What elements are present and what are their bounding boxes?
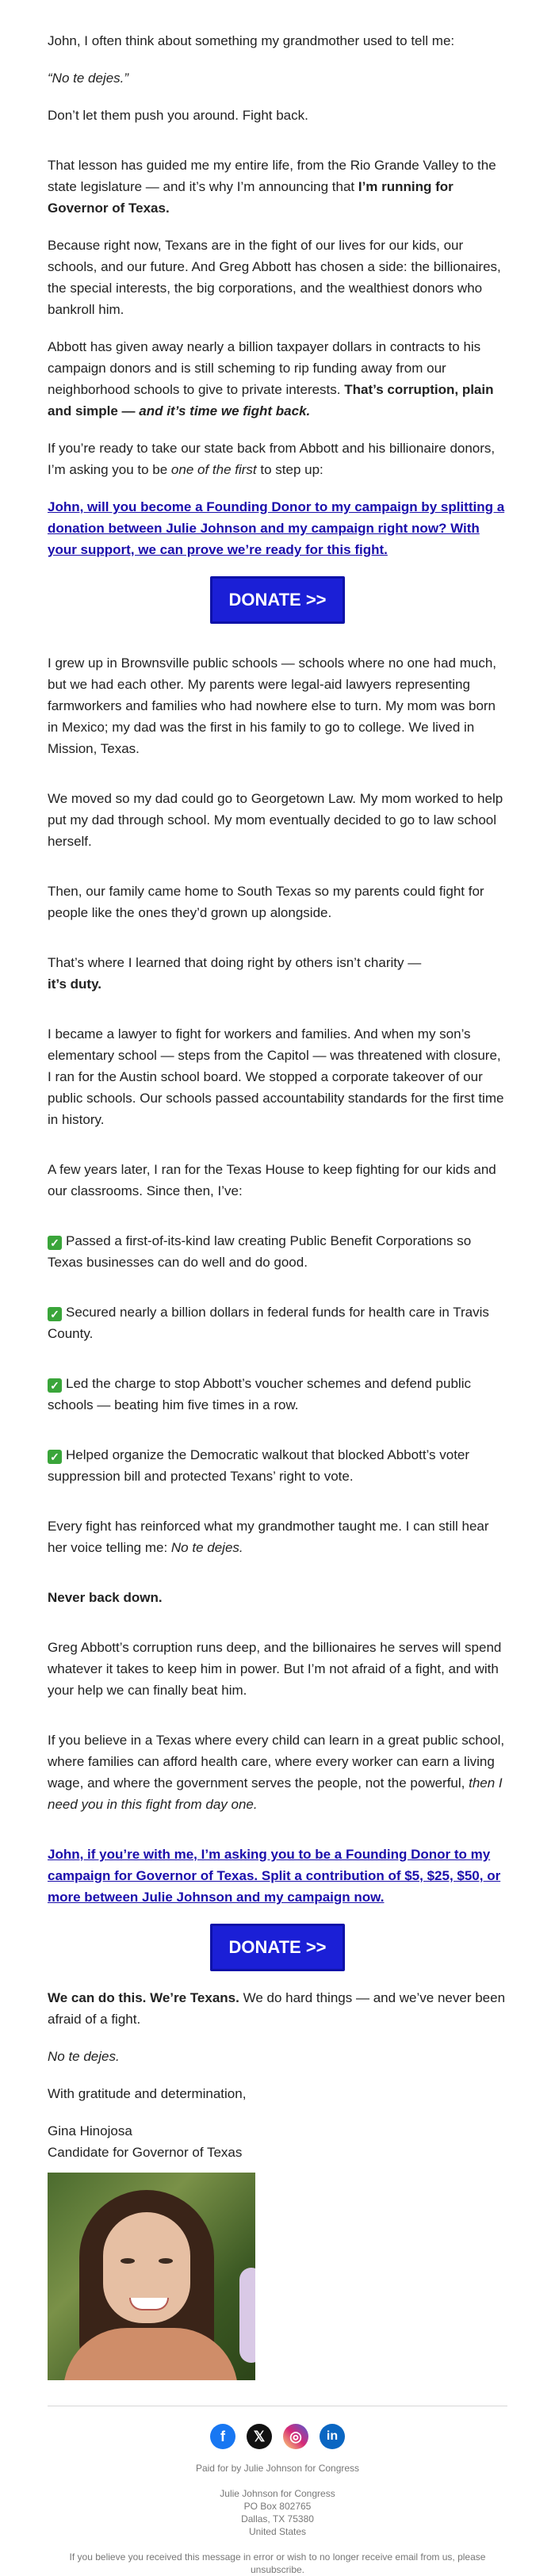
donation-link-paragraph	[48, 1844, 507, 1908]
check-mark-icon: ✓	[48, 1307, 62, 1321]
italic-text: then I need you in this fight from day one.	[48, 1775, 503, 1812]
paragraph: Because right now, Texans are in the fight of our lives for our kids, our schools, and our future. And Greg Abbott has chosen a side: the billionaires, the special interests, the big corporations, and the wealthiest donors who bankroll him.	[48, 238, 501, 317]
text: We do hard things — and we’ve never been afraid of a fight.	[48, 1990, 506, 2027]
paragraph	[48, 438, 507, 480]
bold-text: That’s corruption, plain and simple —	[48, 382, 494, 419]
announcement-paragraph	[48, 155, 507, 219]
checklist-item	[48, 1373, 507, 1416]
paid-for-disclaimer: Paid for by Julie Johnson for Congress	[195, 2463, 360, 2474]
donate-button-row	[48, 576, 507, 624]
bold-text: I’m running for Governor of Texas.	[48, 179, 454, 216]
email-footer	[48, 2406, 507, 2576]
bold-italic-text: and it’s time we fight back.	[139, 403, 311, 419]
check-mark-icon: ✓	[48, 1450, 62, 1464]
paragraph	[48, 1587, 507, 1608]
italic-text: No te dejes.	[170, 1540, 243, 1555]
text: If you believe in a Texas where every child can learn in a great public school, where families can afford health care, where every worker can earn a living wage, and where the government serves the people, not the powerful,	[48, 1733, 505, 1791]
address-line: United States	[248, 2526, 307, 2537]
facebook-icon[interactable]: f	[210, 2424, 235, 2449]
paragraph	[48, 336, 507, 422]
text: That’s where I learned that doing right by others isn’t charity —	[48, 955, 422, 970]
check-mark-icon: ✓	[48, 1236, 62, 1250]
paragraph	[48, 1987, 507, 2030]
quote-paragraph	[48, 67, 507, 89]
donate-button-row	[48, 1924, 507, 1971]
social-links	[48, 2424, 507, 2449]
signature	[48, 2120, 507, 2163]
address-line: PO Box 802765	[243, 2501, 312, 2512]
bold-text: it’s duty.	[48, 977, 101, 992]
paragraph: I became a lawyer to fight for workers and families. And when my son’s elementary school — steps from the Capitol — was threatened with closure, I ran for the Austin school board. We stopped a corporate takeover of our public schools. Our schools passed accountability standards for the first time in history.	[48, 1026, 504, 1127]
candidate-photo	[48, 2173, 255, 2380]
donation-link-paragraph	[48, 496, 507, 560]
x-twitter-icon[interactable]: 𝕏	[247, 2424, 272, 2449]
paragraph: I grew up in Brownsville public schools — schools where no one had much, but we had each other. My parents were legal-aid lawyers representing farmworkers and families who had nowhere else to turn. My mom was born in Mexico; my dad was the first in his family to go to college. We lived in Mission, Texas.	[48, 655, 497, 756]
italic-text: one of the first	[170, 462, 257, 477]
checklist-text: Passed a first-of-its-kind law creating Public Benefit Corporations so Texas businesses can do well and do good.	[48, 1233, 472, 1270]
linkedin-icon[interactable]: in	[320, 2424, 345, 2449]
paragraph: Greg Abbott’s corruption runs deep, and the billionaires he serves will spend whatever it takes to keep him in power. But I’m not afraid of a fight, and with your help we can finally beat him.	[48, 1640, 502, 1698]
address-line: Dallas, TX 75380	[241, 2513, 314, 2524]
text: Abbott has given away nearly a billion taxpayer dollars in contracts to his campaign donors and is still scheming to rip funding away from our neighborhood schools to give to private interests.	[48, 339, 481, 397]
text: to step up:	[256, 462, 323, 477]
paragraph: Don’t let them push you around. Fight back.	[48, 108, 308, 123]
greeting-paragraph: John, I often think about something my grandmother used to tell me:	[48, 33, 455, 48]
paragraph	[48, 1729, 507, 1815]
mailing-address	[48, 2487, 507, 2538]
email-body	[48, 0, 507, 2380]
unsubscribe-notice[interactable]: If you believe you received this message in error or wish to no longer receive email from us, please unsubscribe.	[69, 2551, 486, 2575]
founding-donor-link[interactable]: John, if you’re with me, I’m asking you to be a Founding Donor to my campaign for Governor of Texas. Split a contribution of $5, $25, $50, or more between Julie Johnson and my campaign now.	[48, 1847, 501, 1905]
text: If you’re ready to take our state back from Abbott and his billionaire donors, I’m asking you to be	[48, 441, 496, 477]
signature-name: Gina Hinojosa	[48, 2123, 132, 2138]
donate-button[interactable]: DONATE >>	[210, 1924, 345, 1971]
checklist-text: Led the charge to stop Abbott’s voucher schemes and defend public schools — beating him five times in a row.	[48, 1376, 471, 1412]
paragraph	[48, 1515, 507, 1558]
checklist-item	[48, 1444, 507, 1487]
founding-donor-link[interactable]: John, will you become a Founding Donor to my campaign by splitting a donation between Julie Johnson and my campaign right now? With your support, we can prove we’re ready for this fight.	[48, 499, 505, 557]
signature-title: Candidate for Governor of Texas	[48, 2145, 243, 2160]
quote-text: “No te dejes.”	[48, 71, 129, 86]
paragraph: A few years later, I ran for the Texas House to keep fighting for our kids and our classrooms. Since then, I’ve:	[48, 1162, 496, 1198]
paragraph: Then, our family came home to South Texas so my parents could fight for people like the ones they’d grown up alongside.	[48, 884, 484, 920]
donate-button[interactable]: DONATE >>	[210, 576, 345, 624]
signoff: With gratitude and determination,	[48, 2086, 247, 2101]
checklist-text: Secured nearly a billion dollars in federal funds for health care in Travis County.	[48, 1305, 489, 1341]
italic-text: No te dejes.	[48, 2049, 120, 2064]
paragraph	[48, 2046, 507, 2067]
checklist-text: Helped organize the Democratic walkout that blocked Abbott’s voter suppression bill and protected Texans’ right to vote.	[48, 1447, 470, 1484]
paragraph	[48, 952, 507, 995]
text: Every fight has reinforced what my grandmother taught me. I can still hear her voice telling me:	[48, 1519, 489, 1555]
bold-text: Never back down.	[48, 1590, 163, 1605]
checklist-item	[48, 1301, 507, 1344]
address-line: Julie Johnson for Congress	[220, 2488, 335, 2499]
paragraph: We moved so my dad could go to Georgetown Law. My mom worked to help put my dad through school. My mom eventually decided to go to law school herself.	[48, 791, 503, 849]
instagram-icon[interactable]: ◎	[283, 2424, 308, 2449]
checklist-item	[48, 1230, 507, 1273]
bold-text: We can do this. We’re Texans.	[48, 1990, 239, 2005]
text: That lesson has guided me my entire life, from the Rio Grande Valley to the state legislature — and it’s why I’m announcing that	[48, 158, 496, 194]
check-mark-icon: ✓	[48, 1378, 62, 1393]
